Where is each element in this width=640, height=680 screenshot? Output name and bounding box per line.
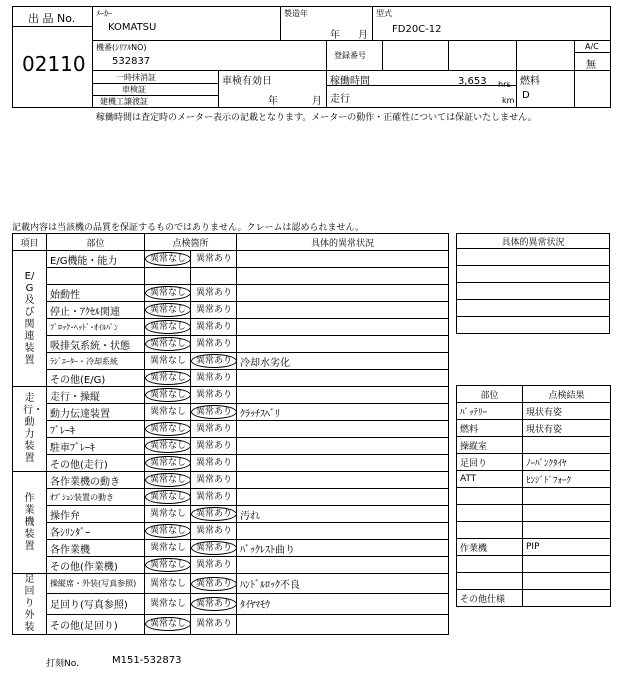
abnormal-option-cell xyxy=(191,455,237,472)
abnormal-option[interactable]: 異常あり xyxy=(196,458,233,468)
hours-unit: hrs xyxy=(498,80,511,89)
result-part-cell: 作業機 xyxy=(457,539,523,556)
result-row xyxy=(457,522,611,539)
normal-option[interactable]: 異常なし xyxy=(150,578,187,589)
result-part-cell: ATT xyxy=(457,471,523,488)
right-detail-header: 具体的異常状況 xyxy=(457,234,610,249)
abnormal-option-cell xyxy=(191,574,237,594)
normal-option-cell xyxy=(145,404,191,421)
engrave-no-label: 打刻No. xyxy=(46,659,79,669)
abnormal-option-cell xyxy=(191,557,237,574)
normal-option-cell xyxy=(145,594,191,614)
table-row xyxy=(13,614,449,634)
fuel-label: 燃料 xyxy=(520,76,540,87)
normal-option[interactable]: 異常なし xyxy=(150,407,187,417)
part-cell: 動力伝達装置 xyxy=(47,404,145,421)
detail-cell xyxy=(237,285,449,302)
right-detail-row xyxy=(457,300,610,317)
maker-label: ﾒｰｶｰ xyxy=(96,9,112,18)
serial-label: 機番(ｼﾘｱﾙNO) xyxy=(96,43,147,52)
normal-option[interactable]: 異常なし xyxy=(150,598,187,609)
part-cell: 停止・ｱｸｾﾙ関連 xyxy=(47,302,145,319)
abnormal-option-cell xyxy=(191,387,237,404)
detail-cell xyxy=(237,438,449,455)
detail-cell: ﾊﾞｯｸﾚｽﾄ曲り xyxy=(237,540,449,557)
abnormal-option-cell xyxy=(191,523,237,540)
abnormal-option-cell xyxy=(191,285,237,302)
right-detail-row xyxy=(457,249,610,266)
detail-cell xyxy=(237,472,449,489)
result-value-cell xyxy=(523,573,611,590)
normal-option-cell xyxy=(145,523,191,540)
abnormal-option-cell xyxy=(191,268,237,285)
km-unit: km xyxy=(502,96,515,105)
abnormal-option-cell xyxy=(191,614,237,634)
table-row xyxy=(13,387,449,404)
result-value-cell: PIP xyxy=(523,539,611,556)
part-cell: その他(足回り) xyxy=(47,614,145,634)
normal-option-cell xyxy=(145,319,191,336)
part-cell: その他(走行) xyxy=(47,455,145,472)
abnormal-option[interactable]: 異常あり xyxy=(191,597,237,611)
normal-option[interactable]: 異常なし xyxy=(150,356,187,366)
normal-option-cell xyxy=(145,557,191,574)
inspection-month-unit: 月 xyxy=(312,96,322,107)
mileage-label: 走行 xyxy=(330,94,350,105)
normal-option[interactable]: 異常なし xyxy=(145,252,191,266)
table-row xyxy=(13,251,449,268)
detail-cell: ﾀｲﾔﾏﾓｳ xyxy=(237,594,449,614)
maker-value: KOMATSU xyxy=(108,22,157,33)
abnormal-option-cell xyxy=(191,336,237,353)
normal-option[interactable]: 異常なし xyxy=(145,439,191,453)
lot-no-value: 02110 xyxy=(22,52,86,76)
result-part-cell xyxy=(457,573,523,590)
header-detail: 具体的異常状況 xyxy=(237,234,449,251)
result-row xyxy=(457,505,611,522)
category-label: 走行・動力装置 xyxy=(13,387,47,472)
normal-option[interactable]: 異常なし xyxy=(145,524,191,538)
table-row xyxy=(13,594,449,614)
part-cell: 始動性 xyxy=(47,285,145,302)
inspection-table xyxy=(12,233,449,635)
normal-option[interactable]: 異常なし xyxy=(145,558,191,572)
result-value-cell xyxy=(523,556,611,573)
normal-option[interactable]: 異常なし xyxy=(145,286,191,300)
detail-cell xyxy=(237,336,449,353)
result-part-cell: 燃料 xyxy=(457,420,523,437)
normal-option[interactable]: 異常なし xyxy=(145,388,191,402)
abnormal-option[interactable]: 異常あり xyxy=(196,619,233,630)
right-detail-row xyxy=(457,266,610,283)
table-row xyxy=(13,489,449,506)
abnormal-option-cell xyxy=(191,540,237,557)
table-row xyxy=(13,540,449,557)
right-detail-row xyxy=(457,283,610,300)
vehicle-cert-label: 車検証 xyxy=(122,85,146,94)
abnormal-option-cell xyxy=(191,404,237,421)
table-row xyxy=(13,506,449,523)
normal-option[interactable]: 異常なし xyxy=(145,617,191,631)
detail-cell xyxy=(237,557,449,574)
part-cell: ﾗｼﾞｴｰﾀｰ・冷却系統 xyxy=(47,353,145,370)
reg-no-label: 登録番号 xyxy=(334,51,366,60)
table-row xyxy=(13,523,449,540)
normal-option-cell xyxy=(145,506,191,523)
abnormal-option-cell xyxy=(191,251,237,268)
detail-cell xyxy=(237,268,449,285)
category-label: 足回り外装 xyxy=(13,574,47,635)
category-label: 作業機装置 xyxy=(13,472,47,574)
abnormal-option[interactable]: 異常あり xyxy=(191,577,237,591)
part-cell: 各ｼﾘﾝﾀﾞｰ xyxy=(47,523,145,540)
detail-cell xyxy=(237,523,449,540)
result-part-cell: 足回り xyxy=(457,454,523,471)
normal-option[interactable]: 異常なし xyxy=(145,337,191,351)
abnormal-option[interactable]: 異常あり xyxy=(196,526,233,536)
abnormal-option[interactable]: 異常あり xyxy=(196,441,233,451)
result-header-result: 点検結果 xyxy=(523,386,611,403)
normal-option[interactable]: 異常なし xyxy=(145,320,191,334)
disclaimer-text: 記載内容は当該機の品質を保証するものではありません。クレームは認められません。 xyxy=(12,223,365,233)
result-row xyxy=(457,420,611,437)
part-cell: ﾌﾞﾚｰｷ xyxy=(47,421,145,438)
result-row xyxy=(457,437,611,454)
abnormal-option-cell xyxy=(191,319,237,336)
normal-option[interactable]: 異常なし xyxy=(145,371,191,385)
normal-option-cell xyxy=(145,268,191,285)
hours-value: 3,653 xyxy=(458,76,487,87)
result-row xyxy=(457,471,611,488)
detail-cell: ｸﾗｯﾁｽﾍﾞﾘ xyxy=(237,404,449,421)
table-row xyxy=(13,319,449,336)
construction-cert-label: 建機工譲渡証 xyxy=(100,97,148,106)
normal-option[interactable]: 異常なし xyxy=(145,473,191,487)
result-header-part: 部位 xyxy=(457,386,523,403)
abnormal-option[interactable]: 異常あり xyxy=(191,405,237,419)
category-label: E/G及び関連装置 xyxy=(13,251,47,387)
result-row xyxy=(457,403,611,420)
mfg-month-unit: 月 xyxy=(358,30,368,41)
part-cell: ｵﾌﾟｼｮﾝ装置の動き xyxy=(47,489,145,506)
table-row xyxy=(13,574,449,594)
result-row xyxy=(457,590,611,607)
normal-option-cell xyxy=(145,251,191,268)
normal-option-cell xyxy=(145,370,191,387)
table-row xyxy=(13,336,449,353)
detail-cell xyxy=(237,421,449,438)
detail-cell xyxy=(237,302,449,319)
normal-option-cell xyxy=(145,421,191,438)
normal-option[interactable]: 異常なし xyxy=(150,509,187,519)
abnormal-option[interactable]: 異常あり xyxy=(196,560,233,570)
detail-cell xyxy=(237,370,449,387)
part-cell: 操作弁 xyxy=(47,506,145,523)
table-row xyxy=(13,353,449,370)
part-cell: 吸排気系統・状態 xyxy=(47,336,145,353)
fuel-value: D xyxy=(522,90,530,101)
abnormal-option[interactable]: 異常あり xyxy=(196,373,233,383)
model-value: FD20C-12 xyxy=(392,24,442,35)
abnormal-option-cell xyxy=(191,438,237,455)
normal-option-cell xyxy=(145,285,191,302)
hours-label: 稼働時間 xyxy=(330,76,370,87)
abnormal-option-cell xyxy=(191,370,237,387)
result-value-cell xyxy=(523,522,611,539)
model-label: 型式 xyxy=(376,9,392,18)
normal-option[interactable]: 異常なし xyxy=(145,456,191,470)
result-value-cell xyxy=(523,488,611,505)
abnormal-option-cell xyxy=(191,421,237,438)
part-cell: その他(作業機) xyxy=(47,557,145,574)
result-value-cell: ﾋﾝｼﾞﾄﾞﾌｫｰｸ xyxy=(523,471,611,488)
table-row xyxy=(13,455,449,472)
right-detail-row xyxy=(457,317,610,334)
inspection-year-unit: 年 xyxy=(268,96,278,107)
result-part-cell: 操縦室 xyxy=(457,437,523,454)
part-cell: ﾌﾞﾛｯｸ･ﾍｯﾄﾞ･ｵｲﾙﾊﾟﾝ xyxy=(47,319,145,336)
table-row xyxy=(13,557,449,574)
inspection-expiry-label: 車検有効日 xyxy=(222,76,272,87)
result-row xyxy=(457,454,611,471)
normal-option[interactable]: 異常なし xyxy=(150,543,187,553)
detail-cell xyxy=(237,251,449,268)
normal-option[interactable]: 異常なし xyxy=(145,490,191,504)
abnormal-option[interactable]: 異常あり xyxy=(196,390,233,400)
table-row xyxy=(13,404,449,421)
part-cell: E/G機能・能力 xyxy=(47,251,145,268)
result-part-cell xyxy=(457,488,523,505)
abnormal-option-cell xyxy=(191,594,237,614)
abnormal-option-cell xyxy=(191,472,237,489)
serial-value: 532837 xyxy=(112,56,151,67)
normal-option-cell xyxy=(145,353,191,370)
result-row xyxy=(457,556,611,573)
result-row xyxy=(457,573,611,590)
detail-cell: 汚れ xyxy=(237,506,449,523)
part-cell: 操縦席・外装(写真参照) xyxy=(47,574,145,594)
abnormal-option[interactable]: 異常あり xyxy=(196,492,233,502)
lot-no-label: 出 品 No. xyxy=(28,12,76,25)
temp-permit-label: 一時抹消証 xyxy=(116,73,156,82)
ac-value: 無 xyxy=(586,60,596,71)
result-value-cell: 現状有姿 xyxy=(523,403,611,420)
part-cell: 走行・操縦 xyxy=(47,387,145,404)
table-row xyxy=(13,370,449,387)
detail-cell: 冷却水劣化 xyxy=(237,353,449,370)
result-part-cell: その他仕様 xyxy=(457,590,523,607)
part-cell: 駐車ﾌﾞﾚｰｷ xyxy=(47,438,145,455)
abnormal-option[interactable]: 異常あり xyxy=(196,305,233,315)
detail-cell xyxy=(237,489,449,506)
abnormal-option-cell xyxy=(191,302,237,319)
part-cell: 各作業機の動き xyxy=(47,472,145,489)
normal-option-cell xyxy=(145,438,191,455)
result-part-cell xyxy=(457,505,523,522)
normal-option-cell xyxy=(145,574,191,594)
abnormal-option-cell xyxy=(191,489,237,506)
engrave-no-value: M151-532873 xyxy=(112,655,182,666)
table-row xyxy=(13,438,449,455)
abnormal-option[interactable]: 異常あり xyxy=(196,339,233,349)
ac-label: A/C xyxy=(585,42,599,51)
header-category: 項目 xyxy=(13,234,47,251)
table-row xyxy=(13,302,449,319)
detail-cell xyxy=(237,387,449,404)
header-check: 点検箇所 xyxy=(145,234,237,251)
table-row xyxy=(13,472,449,489)
inspection-result-table xyxy=(456,385,611,607)
abnormal-option[interactable]: 異常あり xyxy=(196,475,233,485)
abnormal-option-cell xyxy=(191,353,237,370)
detail-cell: ﾊﾝﾄﾞﾙﾛｯｸ不良 xyxy=(237,574,449,594)
normal-option-cell xyxy=(145,540,191,557)
normal-option-cell xyxy=(145,302,191,319)
abnormal-option-cell xyxy=(191,506,237,523)
mfg-year-unit: 年 xyxy=(330,30,340,41)
hours-note: 稼働時間は査定時のメーター表示の記載となります。メーターの動作・正確性については保証いたしません。 xyxy=(96,113,537,123)
part-cell: 足回り(写真参照) xyxy=(47,594,145,614)
result-value-cell: 現状有姿 xyxy=(523,420,611,437)
result-row xyxy=(457,488,611,505)
table-row xyxy=(13,268,449,285)
abnormal-option[interactable]: 異常あり xyxy=(196,254,233,264)
abnormal-option[interactable]: 異常あり xyxy=(196,424,233,434)
normal-option-cell xyxy=(145,472,191,489)
detail-cell xyxy=(237,455,449,472)
normal-option-cell xyxy=(145,614,191,634)
part-cell: 各作業機 xyxy=(47,540,145,557)
right-detail-table xyxy=(456,233,610,334)
abnormal-option[interactable]: 異常あり xyxy=(191,541,237,555)
result-value-cell xyxy=(523,505,611,522)
result-part-cell xyxy=(457,522,523,539)
abnormal-option[interactable]: 異常あり xyxy=(191,507,237,521)
table-row xyxy=(13,421,449,438)
result-value-cell xyxy=(523,590,611,607)
normal-option-cell xyxy=(145,336,191,353)
header-part: 部位 xyxy=(47,234,145,251)
normal-option-cell xyxy=(145,387,191,404)
abnormal-option[interactable]: 異常あり xyxy=(191,354,237,368)
normal-option[interactable]: 異常なし xyxy=(145,303,191,317)
result-value-cell: ﾉｰﾊﾟﾝｸﾀｲﾔ xyxy=(523,454,611,471)
result-value-cell xyxy=(523,437,611,454)
part-cell: その他(E/G) xyxy=(47,370,145,387)
normal-option-cell xyxy=(145,455,191,472)
abnormal-option[interactable]: 異常あり xyxy=(196,322,233,332)
normal-option-cell xyxy=(145,489,191,506)
result-part-cell xyxy=(457,556,523,573)
part-cell xyxy=(47,268,145,285)
abnormal-option[interactable]: 異常あり xyxy=(196,288,233,298)
result-part-cell: ﾊﾞｯﾃﾘｰ xyxy=(457,403,523,420)
detail-cell xyxy=(237,319,449,336)
detail-cell xyxy=(237,614,449,634)
normal-option[interactable]: 異常なし xyxy=(145,422,191,436)
mfg-year-label: 製造年 xyxy=(284,9,308,18)
result-row xyxy=(457,539,611,556)
table-row xyxy=(13,285,449,302)
